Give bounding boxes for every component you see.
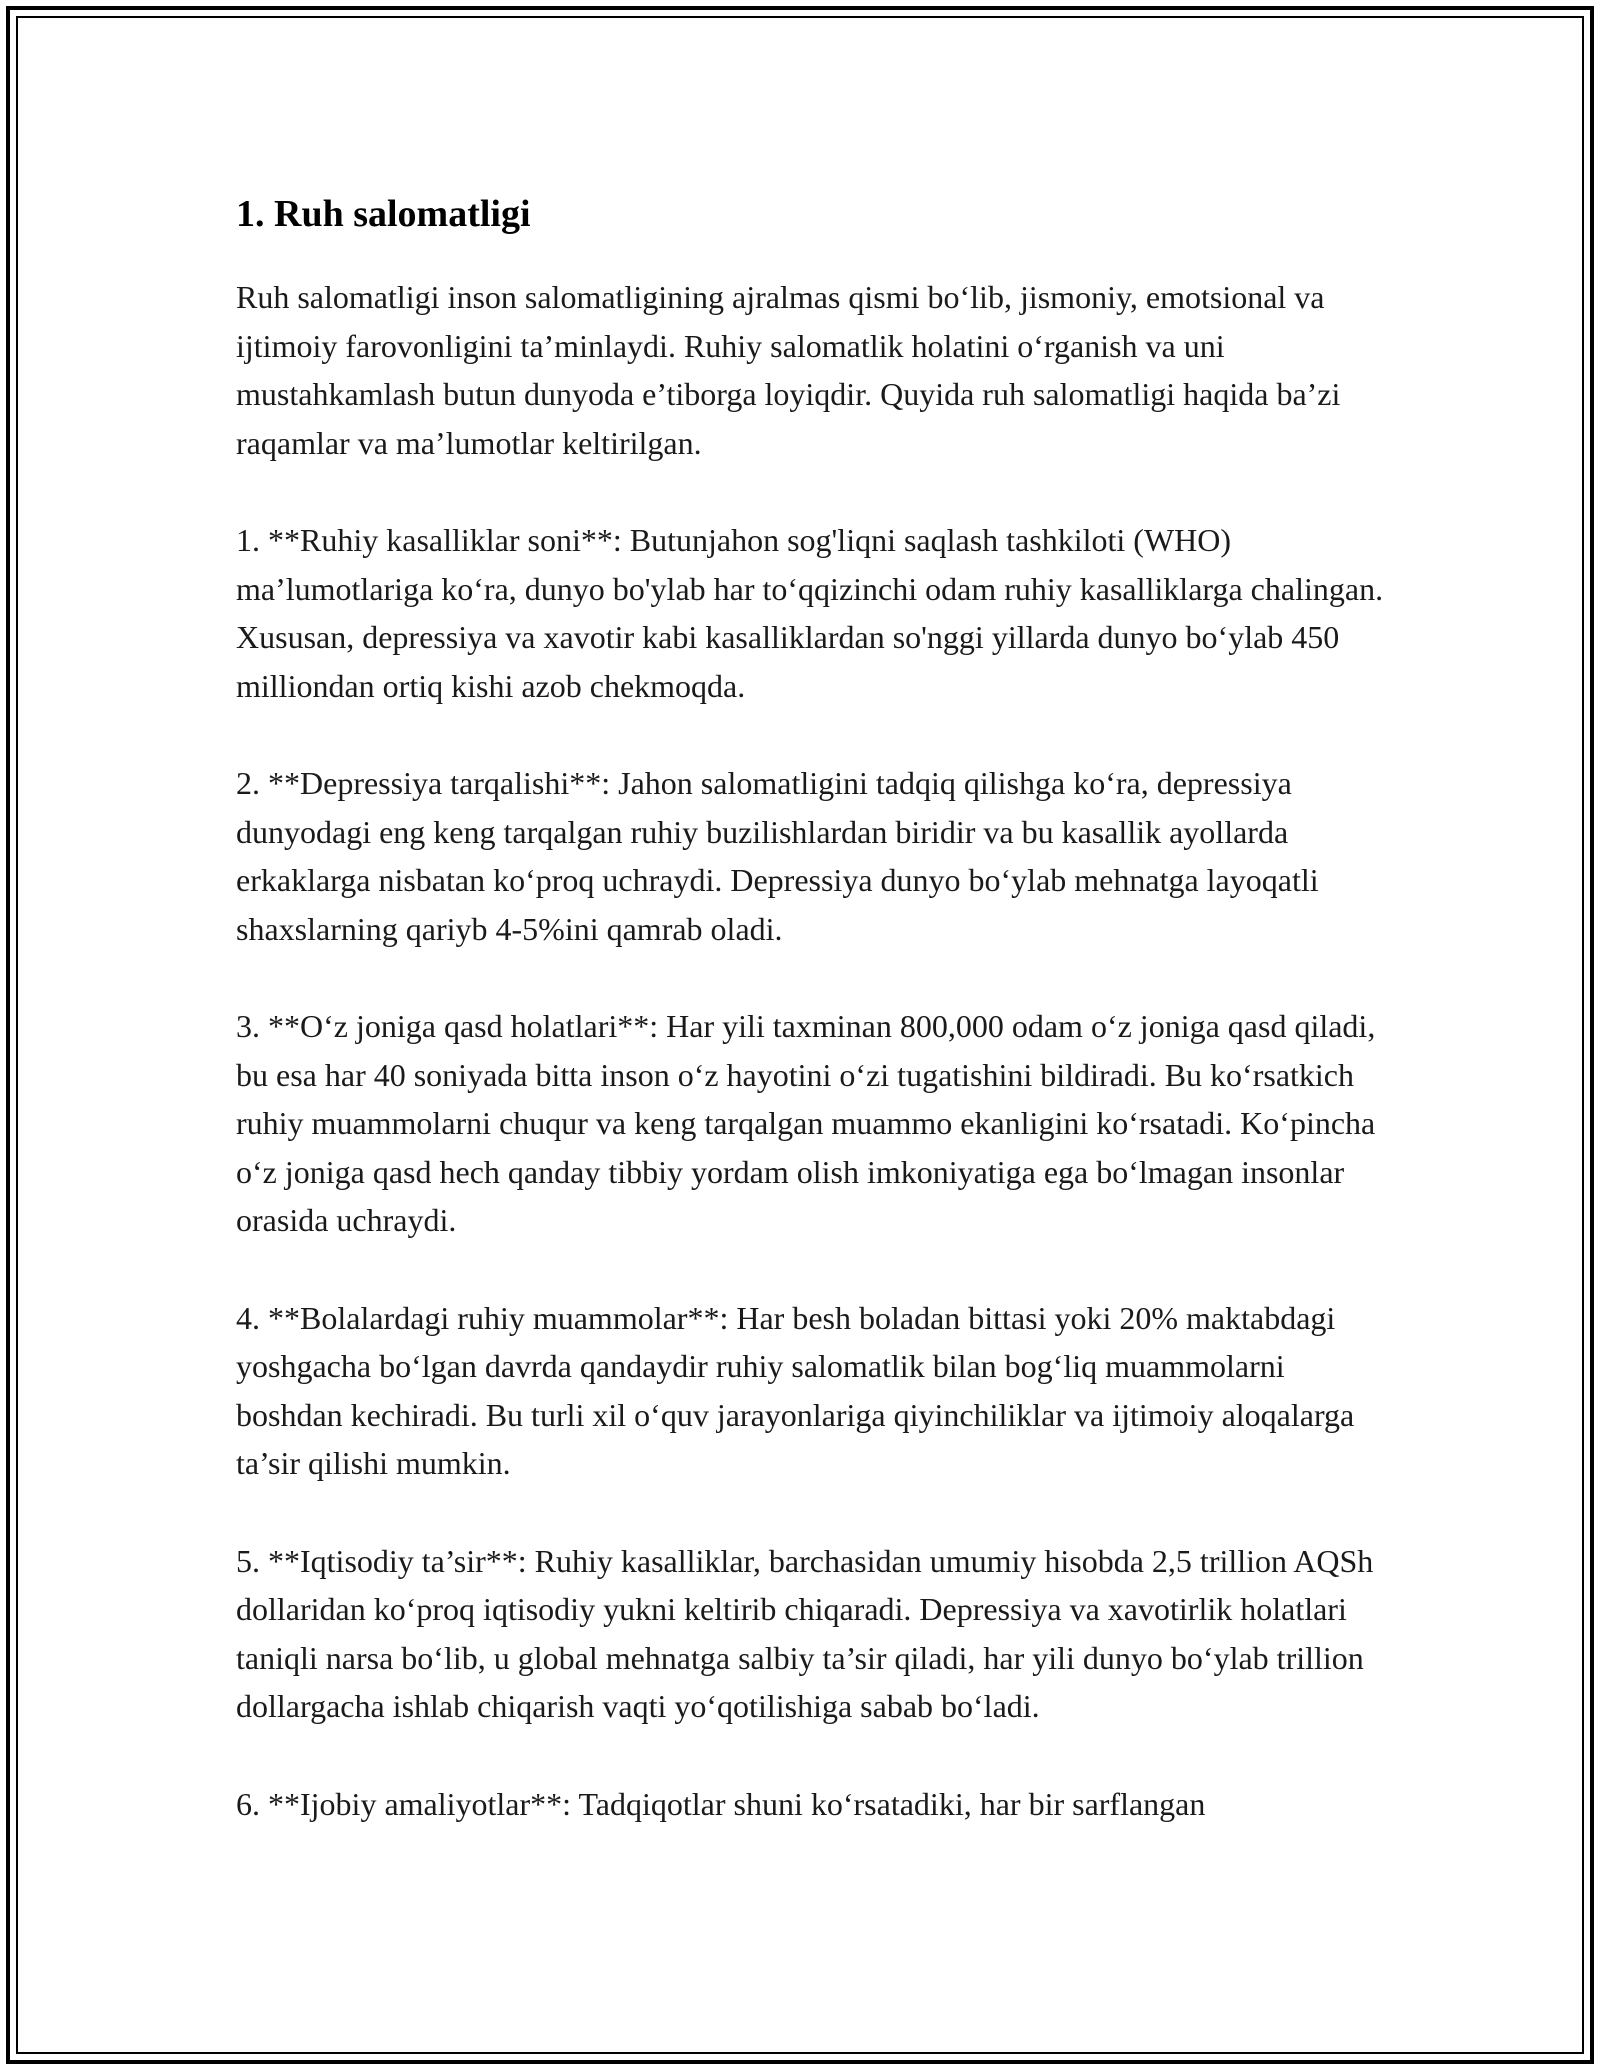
- list-item-5: 5. **Iqtisodiy ta’sir**: Ruhiy kasalliklar, barchasidan umumiy hisobda 2,5 trillion AQSh dollaridan ko‘proq iqtisodiy yukni keltirib chiqaradi. Depressiya va xavotirlik holatlari taniqli narsa bo‘lib, u global mehnatga salbiy ta’sir qiladi, har yili dunyo bo‘ylab trillion dollargacha ishlab chiqarish vaqti yo‘qotilishiga sabab bo‘ladi.: [236, 1542, 1374, 1724]
- section-heading: 1. Ruh salomatligi: [236, 193, 531, 235]
- list-item-3: 3. **O‘z joniga qasd holatlari**: Har yili taxminan 800,000 odam o‘z joniga qasd qiladi, bu esa har 40 soniyada bitta inson o‘z hayotini o‘zi tugatishini bildiradi. Bu ko‘rsatkich ruhiy muammolarni chuqur va keng tarqalgan muammo ekanligini ko‘rsatadi. Ko‘pincha o‘z joniga qasd hech qanday tibbiy yordam olish imkoniyatiga ega bo‘lmagan insonlar orasida uchraydi.: [236, 1008, 1376, 1238]
- list-item-6: 6. **Ijobiy amaliyotlar**: Tadqiqotlar shuni ko‘rsatadiki, har bir sarflangan: [236, 1785, 1206, 1822]
- list-item-1: 1. **Ruhiy kasalliklar soni**: Butunjahon sog'liqni saqlash tashkiloti (WHO) ma’lumotlariga ko‘ra, dunyo bo'ylab har to‘qqizinchi odam ruhiy kasalliklarga chalingan. Xususan, depressiya va xavotir kabi kasalliklardan so'nggi yillarda dunyo bo‘ylab 450 milliondan ortiq kishi azob chekmoqda.: [236, 522, 1384, 704]
- intro-paragraph: Ruh salomatligi inson salomatligining ajralmas qismi bo‘lib, jismoniy, emotsional va ijtimoiy farovonligini ta’minlaydi. Ruhiy salomatlik holatini o‘rganish va uni mustahkamlash butun dunyoda e’tiborga loyiqdir. Quyida ruh salomatligi haqida ba’zi raqamlar va ma’lumotlar keltirilgan.: [236, 279, 1341, 461]
- document-body: [236, 186, 1386, 1877]
- list-item-2: 2. **Depressiya tarqalishi**: Jahon salomatligini tadqiq qilishga ko‘ra, depressiya dunyodagi eng keng tarqalgan ruhiy buzilishlardan biridir va bu kasallik ayollarda erkaklarga nisbatan ko‘proq uchraydi. Depressiya dunyo bo‘ylab mehnatga layoqatli shaxslarning qariyb 4-5%ini qamrab oladi.: [236, 765, 1319, 947]
- list-item-4: 4. **Bolalardagi ruhiy muammolar**: Har besh boladan bittasi yoki 20% maktabdagi yoshgacha bo‘lgan davrda qandaydir ruhiy salomatlik bilan bog‘liq muammolarni boshdan kechiradi. Bu turli xil o‘quv jarayonlariga qiyinchiliklar va ijtimoiy aloqalarga ta’sir qilishi mumkin.: [236, 1299, 1355, 1481]
